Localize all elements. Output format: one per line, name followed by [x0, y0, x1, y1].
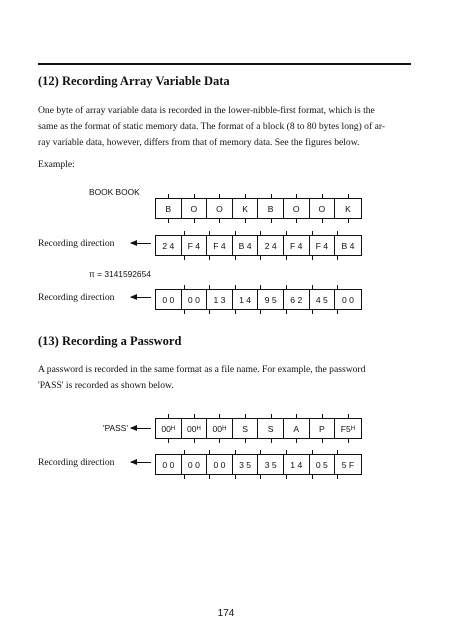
code-cell: F 4 [182, 236, 208, 255]
pass-cell: 00 H [207, 419, 233, 438]
left-arrow-icon [131, 462, 151, 463]
code-cell: 0 5 [310, 455, 336, 474]
pass-cell: 00 H [156, 419, 182, 438]
letter-cell: K [335, 199, 361, 218]
code-cell: 0 0 [182, 290, 208, 309]
recording-direction-label: Recording direction [38, 292, 115, 303]
pi-label: π = 3141592654 [89, 269, 151, 279]
code-cell: 4 5 [310, 290, 336, 309]
code-cell: 9 5 [258, 290, 284, 309]
letter-cell: O [207, 199, 233, 218]
code-cell: 6 2 [284, 290, 310, 309]
pass-row [155, 418, 362, 439]
pass-code-row [155, 454, 362, 475]
recording-direction-label: Recording direction [38, 457, 115, 468]
letter-row [155, 198, 362, 219]
pass-cell: P [310, 419, 336, 438]
paragraph-line: 'PASS' is recorded as shown below. [38, 380, 174, 391]
code-cell: F 4 [310, 236, 336, 255]
code-cell: 2 4 [156, 236, 182, 255]
code-cell: B 4 [335, 236, 361, 255]
code-cell: 3 5 [258, 455, 284, 474]
paragraph-line: A password is recorded in the same format as a file name. For example, the password [38, 364, 366, 375]
code-cell: 1 4 [233, 290, 259, 309]
left-arrow-icon [131, 428, 151, 429]
top-rule [38, 63, 411, 65]
pass-cell: F5 H [335, 419, 361, 438]
code-cell: 0 0 [335, 290, 361, 309]
code-cell: 3 5 [233, 455, 259, 474]
letter-cell: K [233, 199, 259, 218]
letter-cell: O [284, 199, 310, 218]
section-13-paragraph [38, 362, 413, 394]
code-cell: B 4 [233, 236, 259, 255]
code-cell: 2 4 [258, 236, 284, 255]
pass-cell: A [284, 419, 310, 438]
pass-cell: S [258, 419, 284, 438]
code-cell: F 4 [284, 236, 310, 255]
book-code-row [155, 235, 362, 256]
example-label: Example: [38, 159, 75, 170]
letter-cell: B [258, 199, 284, 218]
code-cell: 1 4 [284, 455, 310, 474]
left-arrow-icon [131, 243, 151, 244]
pi-code-row [155, 289, 362, 310]
left-arrow-icon [131, 297, 151, 298]
code-cell: F 4 [207, 236, 233, 255]
paragraph-line: same as the format of static memory data. The format of a block (8 to 80 bytes long) of ar- [38, 121, 386, 132]
letter-cell: O [182, 199, 208, 218]
page-number: 174 [217, 608, 235, 619]
pass-label: 'PASS' [103, 423, 128, 433]
paragraph-line: One byte of array variable data is recorded in the lower-nibble-first format, which is the [38, 105, 375, 116]
code-cell: 0 0 [207, 455, 233, 474]
code-cell: 1 3 [207, 290, 233, 309]
code-cell: 0 0 [182, 455, 208, 474]
section-12-paragraph [38, 103, 413, 151]
section-13-heading: (13) Recording a Password [38, 334, 182, 348]
book-label: BOOK BOOK [89, 187, 140, 197]
code-cell: 0 0 [156, 455, 182, 474]
letter-cell: O [310, 199, 336, 218]
section-12-heading: (12) Recording Array Variable Data [38, 74, 230, 88]
recording-direction-label: Recording direction [38, 238, 115, 249]
code-cell: 5 F [335, 455, 361, 474]
letter-cell: B [156, 199, 182, 218]
pass-cell: S [233, 419, 259, 438]
pass-cell: 00 H [182, 419, 208, 438]
code-cell: 0 0 [156, 290, 182, 309]
paragraph-line: ray variable data, however, differs from that of memory data. See the figures below. [38, 137, 360, 148]
